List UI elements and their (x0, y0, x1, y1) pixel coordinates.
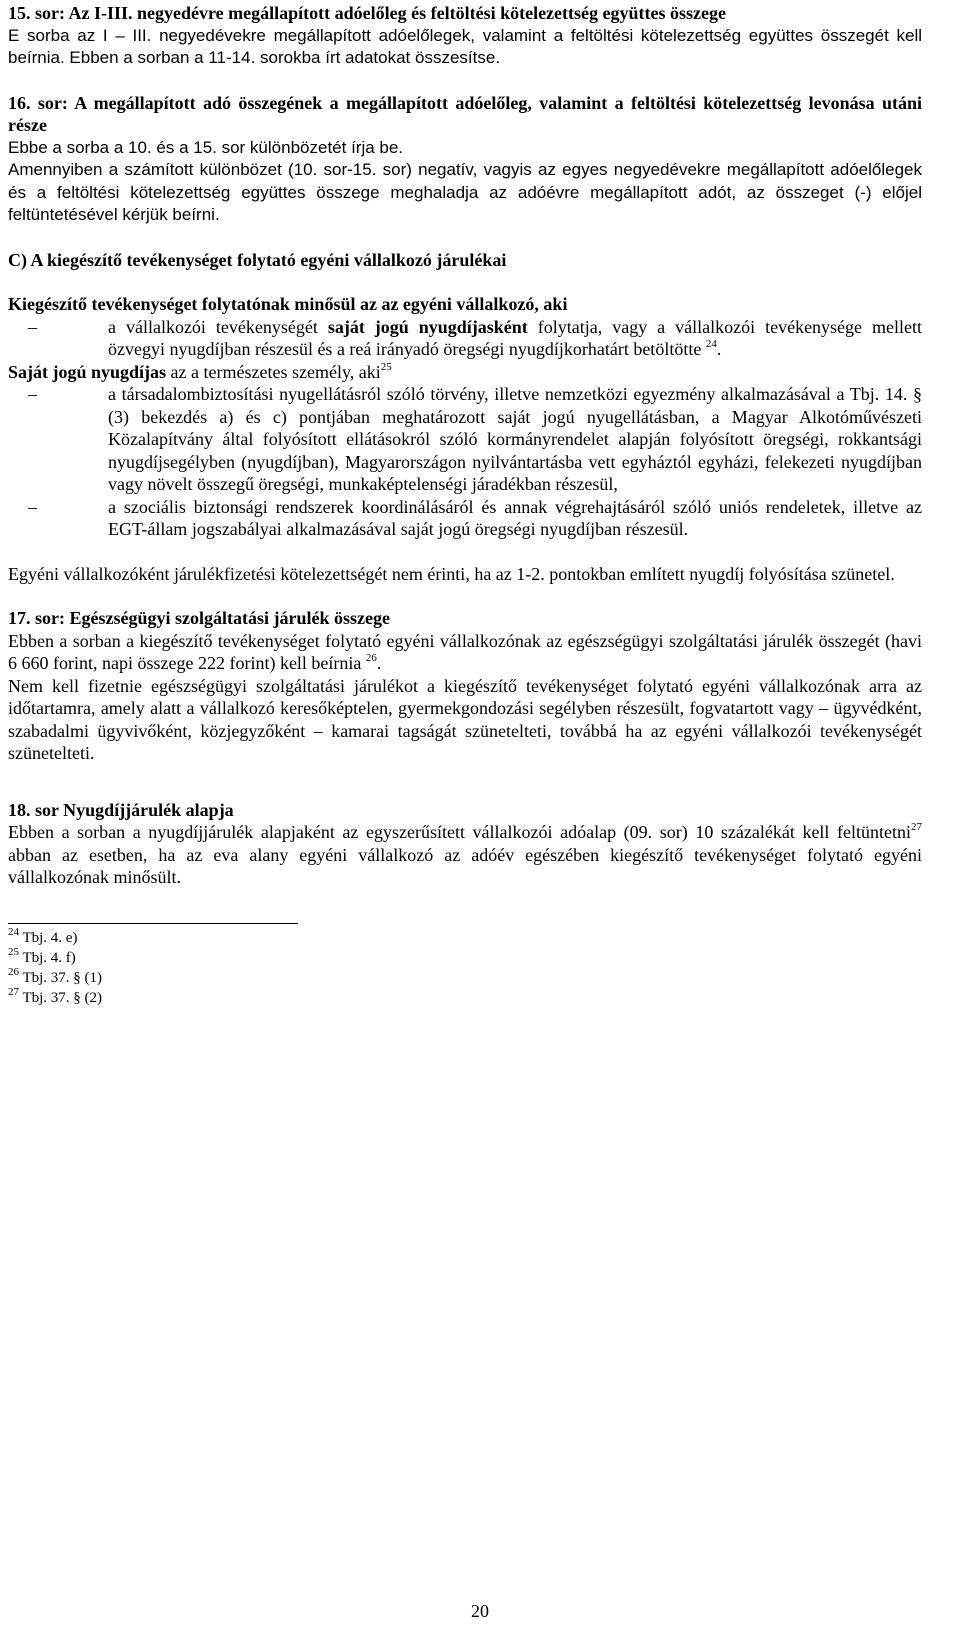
footnote-ref-25: 25 (380, 360, 392, 373)
footnote: $^{24}$ Tbj. 4. e) (8, 925, 78, 946)
dash-bullet: – (28, 496, 37, 517)
section-15-body: E sorba az I – III. negyedévekre megállapított adóelőlegek, valamint a feltöltési kötelezettség együttes összegét kell beírnia. Ebben a sorban a 11-14. sorokba írt adatokat összesítse. (8, 25, 922, 67)
section-18-body: Ebben a sorban a nyugdíjjárulék alapjaként az egyszerűsített vállalkozói adóalap (09. sor) 10 százalékát kell feltüntetni$^{27}$ abban az esetben, ha az eva alany egyéni vállalkozó az adóév egészében kiegészítő tevékenységet folytató egyéni vállalkozónak minősült. (8, 821, 922, 887)
page-number: 20 (471, 1601, 489, 1621)
footnote: $^{26}$ Tbj. 37. § (1) (8, 965, 103, 986)
footnote-ref-24: 24 (705, 338, 717, 350)
list-item: – a társadalombiztosítási nyugellátásról szóló törvény, illetve nemzetközi egyezmény alkalmazásával a Tbj. 14. § (3) bekezdés a) és c) pontjában meghatározott saját jogú nyugellátásban, a Magyar Alkotóművészeti Közalapítvány által folyósított ellátásokról szóló kormányrendelet alapján folyósított öregségi, rokkantsági nyugdíjsegélyben (nyugdíjban), Magyarországon nyilvántartásba vett egyháztól egyházi, felekezeti nyugdíjban vagy növelt összegű öregségi, munkaképtelenségi járadékban részesül, (28, 384, 922, 494)
section-17-p2: Nem kell fizetnie egészségügyi szolgáltatási járulékot a kiegészítő tevékenységet folytató egyéni vállalkozónak arra az időtartamra, amely alatt a vállalkozó keresőképtelen, gyermekgondozási segélyben részesült, fogvatartott vagy – ügyvédként, szabadalmi ügyvivőként, közjegyzőként – kamarai tagságát szünetelteti, továbbá ha az egyéni vállalkozói tevékenységét szünetelteti. (8, 675, 922, 763)
dash-bullet: – (28, 316, 37, 337)
qualification-list (8, 316, 922, 361)
section-16-line2: Amennyiben a számított különbözet (10. sor-15. sor) negatív, vagyis az egyes negyedévekre megállapított adóelőlegek és a feltöltési kötelezettség együttes összege meghaladja az adóévre megállapított adót, az összeget (-) előjel feltüntetésével kérjük beírni. (8, 160, 922, 224)
section-17-p1: Ebben a sorban a kiegészítő tevékenységet folytató egyéni vállalkozónak az egészségügyi szolgáltatási járulék összegét (havi 6 660 forint, napi összege 222 forint) kell beírnia $^{26}$. (8, 630, 922, 673)
suspension-note: Egyéni vállalkozóként járulékfizetési kötelezettségét nem érinti, ha az 1-2. pontokban említett nyugdíj folyósítása szünetel. (8, 563, 895, 584)
footnote-ref-26: 26 (365, 652, 377, 664)
section-16-heading: 16. sor: A megállapított adó összegének a megállapított adóelőleg, valamint a feltöltési kötelezettség levonása utáni része (8, 92, 922, 135)
section-18-heading: 18. sor Nyugdíjjárulék alapja (8, 799, 234, 820)
saját-jogú-definition: Saját jogú nyugdíjas az a természetes személy, aki$^{25}$ (8, 360, 392, 382)
footnotes (8, 925, 922, 1008)
list-item: – a szociális biztonsági rendszerek koordinálásáról és annak végrehajtásáról szóló uniós rendeletek, illetve az EGT-állam jogszabályai alkalmazásával saját jogú öregségi nyugdíjban részesül. (28, 496, 922, 539)
section-c-heading: C) A kiegészítő tevékenységet folytató egyéni vállalkozó járulékai (8, 249, 507, 270)
footnote: $^{25}$ Tbj. 4. f) (8, 945, 76, 966)
section-16-line1: Ebbe a sorba a 10. és a 15. sor különbözetét írja be. (8, 137, 404, 157)
footnote-divider (8, 923, 298, 924)
list-item: – a vállalkozói tevékenységét saját jogú nyugdíjasként folytatja, vagy a vállalkozói tevékenysége mellett özvegyi nyugdíjban részesül és a reá irányadó öregségi nyugdíjkorhatárt betöltötte $^{24}$. (28, 316, 922, 359)
pensioner-list (8, 383, 922, 541)
dash-bullet: – (28, 384, 37, 404)
section-17-heading: 17. sor: Egészségügyi szolgáltatási járulék összege (8, 608, 390, 628)
section-15-heading: 15. sor: Az I-III. negyedévre megállapított adóelőleg és feltöltési kötelezettség együttes összege (8, 3, 726, 23)
qualification-heading: Kiegészítő tevékenységet folytatónak minősül az az egyéni vállalkozó, aki (8, 294, 568, 314)
footnote: $^{27}$ Tbj. 37. § (2) (8, 985, 103, 1006)
footnote-ref-27: 27 (911, 821, 922, 833)
